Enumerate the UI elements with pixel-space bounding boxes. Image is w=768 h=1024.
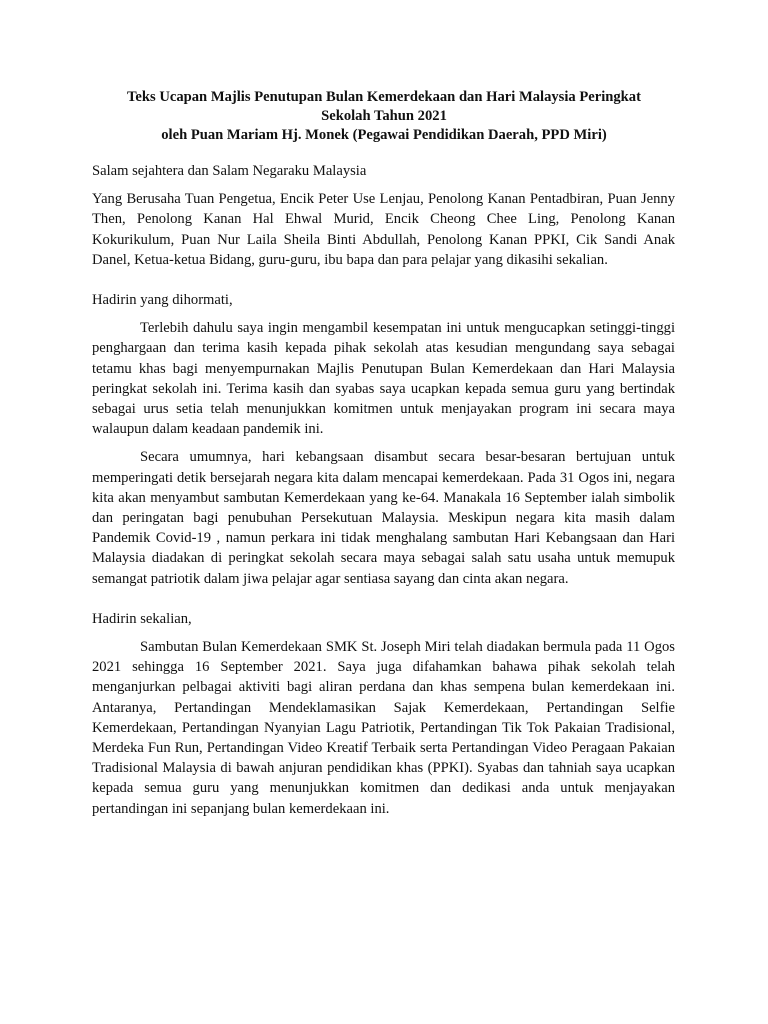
salutation-dihormati: Hadirin yang dihormati, [92, 292, 233, 309]
title-line-3: oleh Puan Mariam Hj. Monek (Pegawai Pendidikan Daerah, PPD Miri) [161, 127, 607, 143]
title-line-1: Teks Ucapan Majlis Penutupan Bulan Kemerdekaan dan Hari Malaysia Peringkat [127, 89, 641, 105]
document-body [92, 161, 675, 819]
paragraph-national-day: Secara umumnya, hari kebangsaan disambut secara besar-besaran bertujuan untuk memperingati detik bersejarah negara kita dalam mencapai kemerdekaan. Pada 31 Ogos ini, negara kita akan menyambut sambutan Kemerdekaan yang ke-64. Manakala 16 September ialah simbolik dan peringatan bagi penubuhan Persekutuan Malaysia. Meskipun negara kita masih dalam Pandemik Covid-19 , namun perkara ini tidak menghalang sambutan Hari Kebangsaan dan Hari Malaysia diadakan di peringkat sekolah secara maya sebagai salah satu usaha untuk memupuk semangat patriotik dalam jiwa pelajar agar sentiasa sayang dan cinta akan negara. [92, 449, 675, 587]
salutation-sekalian: Hadirin sekalian, [92, 610, 192, 627]
document-title [92, 88, 676, 145]
address-paragraph: Yang Berusaha Tuan Pengetua, Encik Peter Use Lenjau, Penolong Kanan Pentadbiran, Puan Jenny Then, Penolong Kanan Hal Ehwal Murid, Encik Cheong Chee Ling, Penolong Kanan Kokurikulum, Puan Nur Laila Sheila Binti Abdullah, Penolong Kanan PPKI, Cik Sandi Anak Danel, Ketua-ketua Bidang, guru-guru, ibu bapa dan para pelajar yang dikasihi sekalian. [92, 191, 675, 268]
paragraph-celebration: Sambutan Bulan Kemerdekaan SMK St. Joseph Miri telah diadakan bermula pada 11 Ogos 2021 sehingga 16 September 2021. Saya juga difahamkan bahawa pihak sekolah telah menganjurkan pelbagai aktiviti bagi aliran perdana dan khas sempena bulan kemerdekaan ini. Antaranya, Pertandingan Mendeklamasikan Sajak Kemerdekaan, Pertandingan Selfie Kemerdekaan, Pertandingan Nyanyian Lagu Patriotik, Pertandingan Tik Tok Pakaian Tradisional, Merdeka Fun Run, Pertandingan Video Kreatif Terbaik serta Pertandingan Video Peragaan Pakaian Tradisional Malaysia di bawah anjuran pendidikan khas (PPKI). Syabas dan tahniah saya ucapkan kepada semua guru yang menunjukkan komitmen dan dedikasi anda untuk menjayakan pertandingan ini sepanjang bulan kemerdekaan ini. [92, 639, 675, 817]
paragraph-appreciation: Terlebih dahulu saya ingin mengambil kesempatan ini untuk mengucapkan setinggi-tinggi penghargaan dan terima kasih kepada pihak sekolah atas kesudian mengundang saya sebagai tetamu khas bagi menyempurnakan Majlis Penutupan Bulan Kemerdekaan dan Hari Malaysia peringkat sekolah ini. Terima kasih dan syabas saya ucapkan kepada semua guru yang bertindak sebagai urus setia telah menunjukkan komitmen untuk menjayakan program ini secara maya walaupun dalam keadaan pandemik ini. [92, 320, 675, 438]
title-line-2: Sekolah Tahun 2021 [321, 108, 447, 124]
greeting: Salam sejahtera dan Salam Negaraku Malaysia [92, 163, 367, 179]
